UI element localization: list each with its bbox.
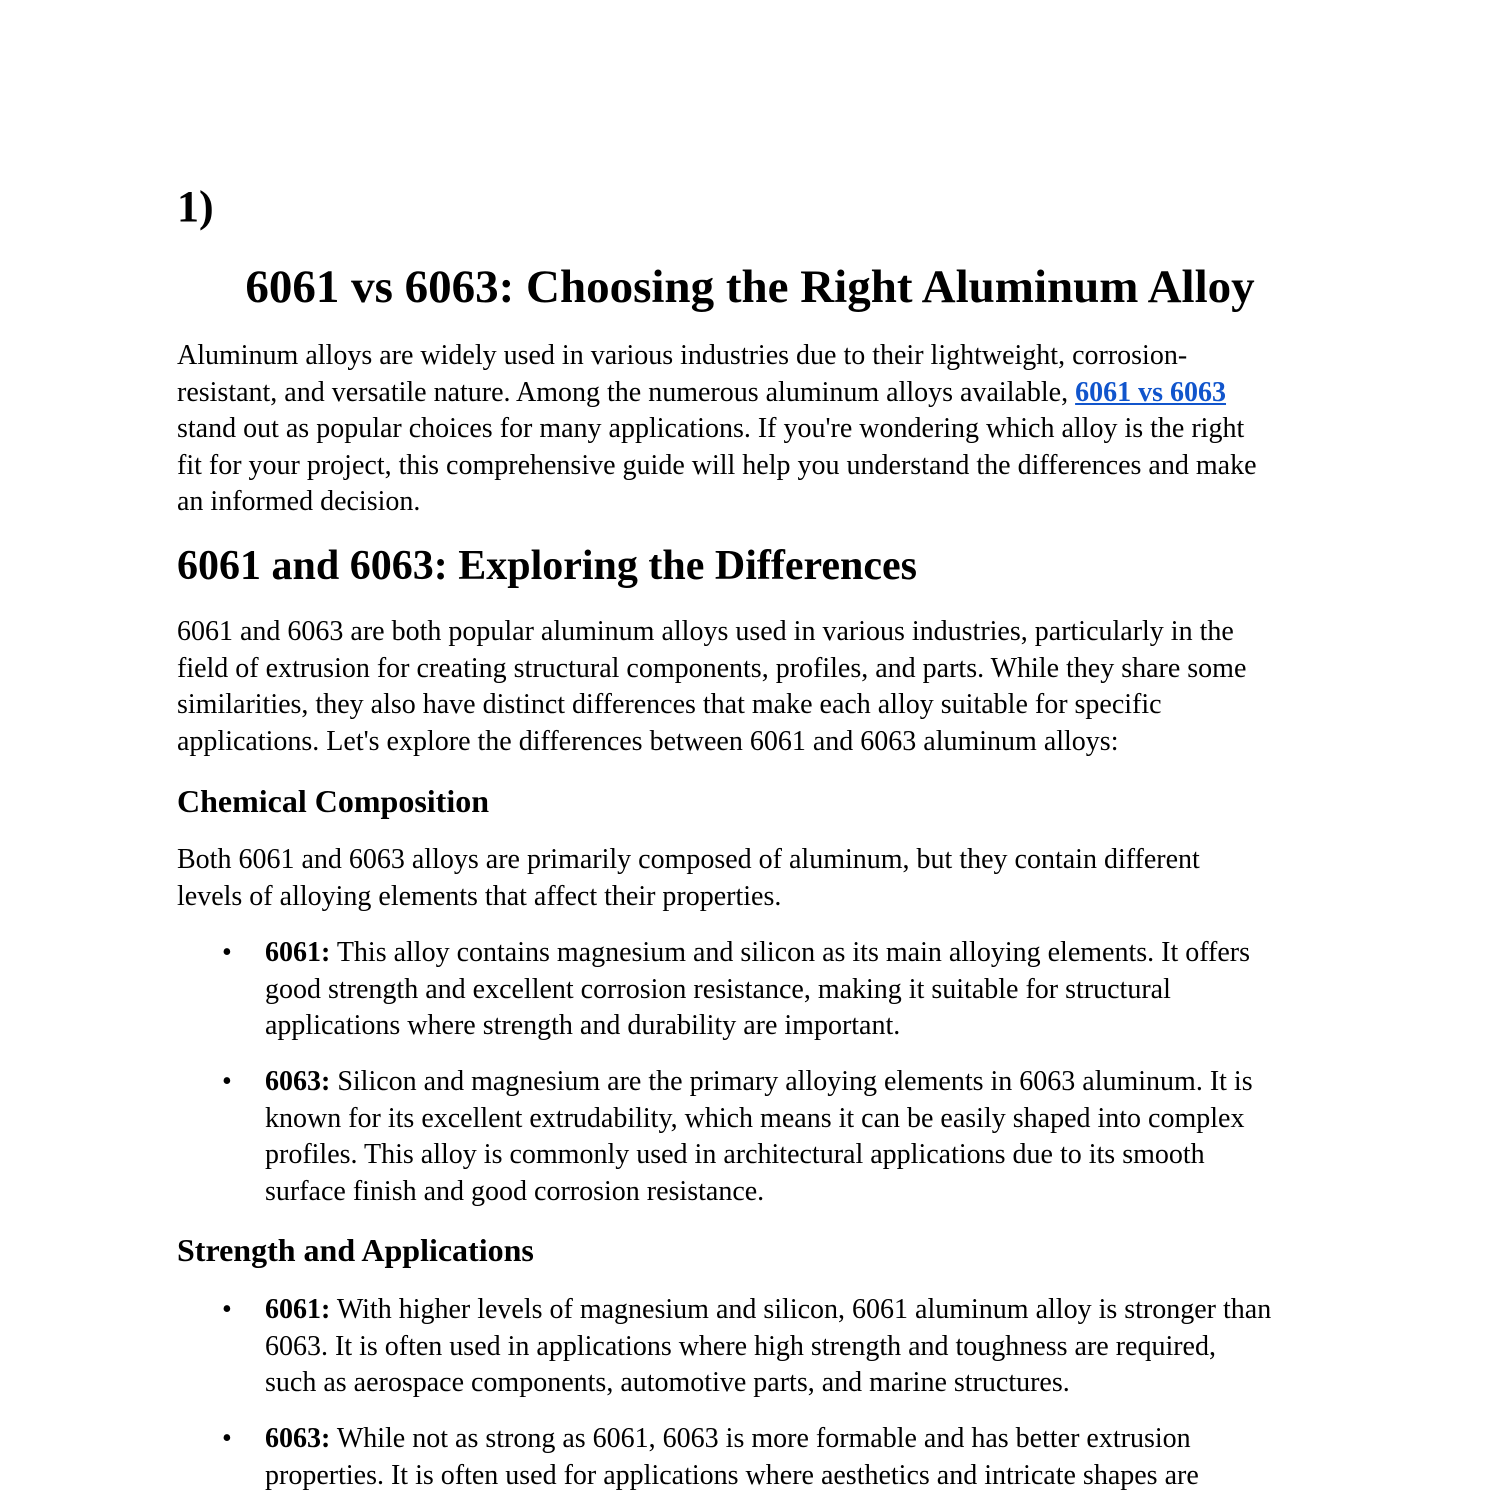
text-line <box>177 375 1257 412</box>
subheading-chemical-composition: Chemical Composition <box>177 783 489 819</box>
item-label: 6061: <box>265 1294 331 1325</box>
text-line: fit for your project, this comprehensive guide will help you understand the differences and make <box>177 449 1257 481</box>
text-line: such as aerospace components, automotive parts, and marine structures. <box>265 1367 1070 1398</box>
text-line: applications where strength and durability are important. <box>265 1010 901 1041</box>
text-line: good strength and excellent corrosion resistance, making it suitable for structural <box>265 973 1171 1005</box>
text-line: surface finish and good corrosion resistance. <box>265 1175 765 1207</box>
item-label: 6063: <box>265 1066 331 1097</box>
text-span: While not as strong as 6061, 6063 is more formable and has better extrusion <box>330 1423 1191 1454</box>
text-line: 6061 and 6063 are both popular aluminum alloys used in various industries, particularly in the <box>177 616 1234 647</box>
link-6061-vs-6063[interactable]: 6061 vs 6063 <box>1075 376 1227 408</box>
section-heading: 6061 and 6063: Exploring the Differences <box>177 543 918 589</box>
item-label: 6063: <box>265 1423 331 1454</box>
text-line: profiles. This alloy is commonly used in architectural applications due to its smooth <box>265 1139 1205 1170</box>
subheading-strength-applications: Strength and Applications <box>177 1232 534 1268</box>
text-line: Both 6061 and 6063 alloys are primarily composed of aluminum, but they contain different <box>177 844 1200 875</box>
text-span: Silicon and magnesium are the primary alloying elements in 6063 aluminum. It is <box>330 1066 1253 1097</box>
item-label: 6061: <box>265 937 331 968</box>
text-line: stand out as popular choices for many applications. If you're wondering which alloy is the right <box>177 413 1245 444</box>
section-number: 1) <box>177 182 214 231</box>
text-line: an informed decision. <box>177 486 421 517</box>
intro-paragraph <box>177 338 1257 521</box>
page-title: 6061 vs 6063: Choosing the Right Aluminum Alloy <box>245 261 1255 313</box>
text-line: levels of alloying elements that affect their properties. <box>177 880 782 912</box>
text-line: applications. Let's explore the differences between 6061 and 6063 aluminum alloys: <box>177 725 1119 757</box>
text-line: similarities, they also have distinct differences that make each alloy suitable for specific <box>177 689 1162 720</box>
bullet-marker: • <box>222 1294 232 1325</box>
text-line: Aluminum alloys are widely used in various industries due to their lightweight, corrosion- <box>177 340 1188 371</box>
text-line <box>265 935 1250 972</box>
list-item <box>265 1421 1199 1494</box>
list-item <box>265 935 1250 1045</box>
text-line: 6063. It is often used in applications where high strength and toughness are required, <box>265 1330 1216 1362</box>
text-line: properties. It is often used for applications where aesthetics and intricate shapes are <box>265 1459 1199 1491</box>
list-item <box>265 1064 1253 1210</box>
text-line <box>265 1421 1199 1458</box>
list-item <box>265 1292 1271 1402</box>
text-line: field of extrusion for creating structural components, profiles, and parts. While they share some <box>177 652 1247 684</box>
differences-paragraph <box>177 614 1246 760</box>
text-span: With higher levels of magnesium and silicon, 6061 aluminum alloy is stronger than <box>330 1294 1272 1325</box>
bullet-marker: • <box>222 1066 232 1097</box>
text-line <box>265 1064 1253 1101</box>
text-line <box>265 1292 1271 1329</box>
text-span: This alloy contains magnesium and silicon as its main alloying elements. It offers <box>330 937 1251 968</box>
chemical-paragraph <box>177 842 1200 915</box>
text-line: known for its excellent extrudability, which means it can be easily shaped into complex <box>265 1102 1245 1134</box>
text-span: resistant, and versatile nature. Among the numerous aluminum alloys available, <box>177 376 1076 408</box>
bullet-marker: • <box>222 1423 232 1454</box>
bullet-marker: • <box>222 937 232 968</box>
